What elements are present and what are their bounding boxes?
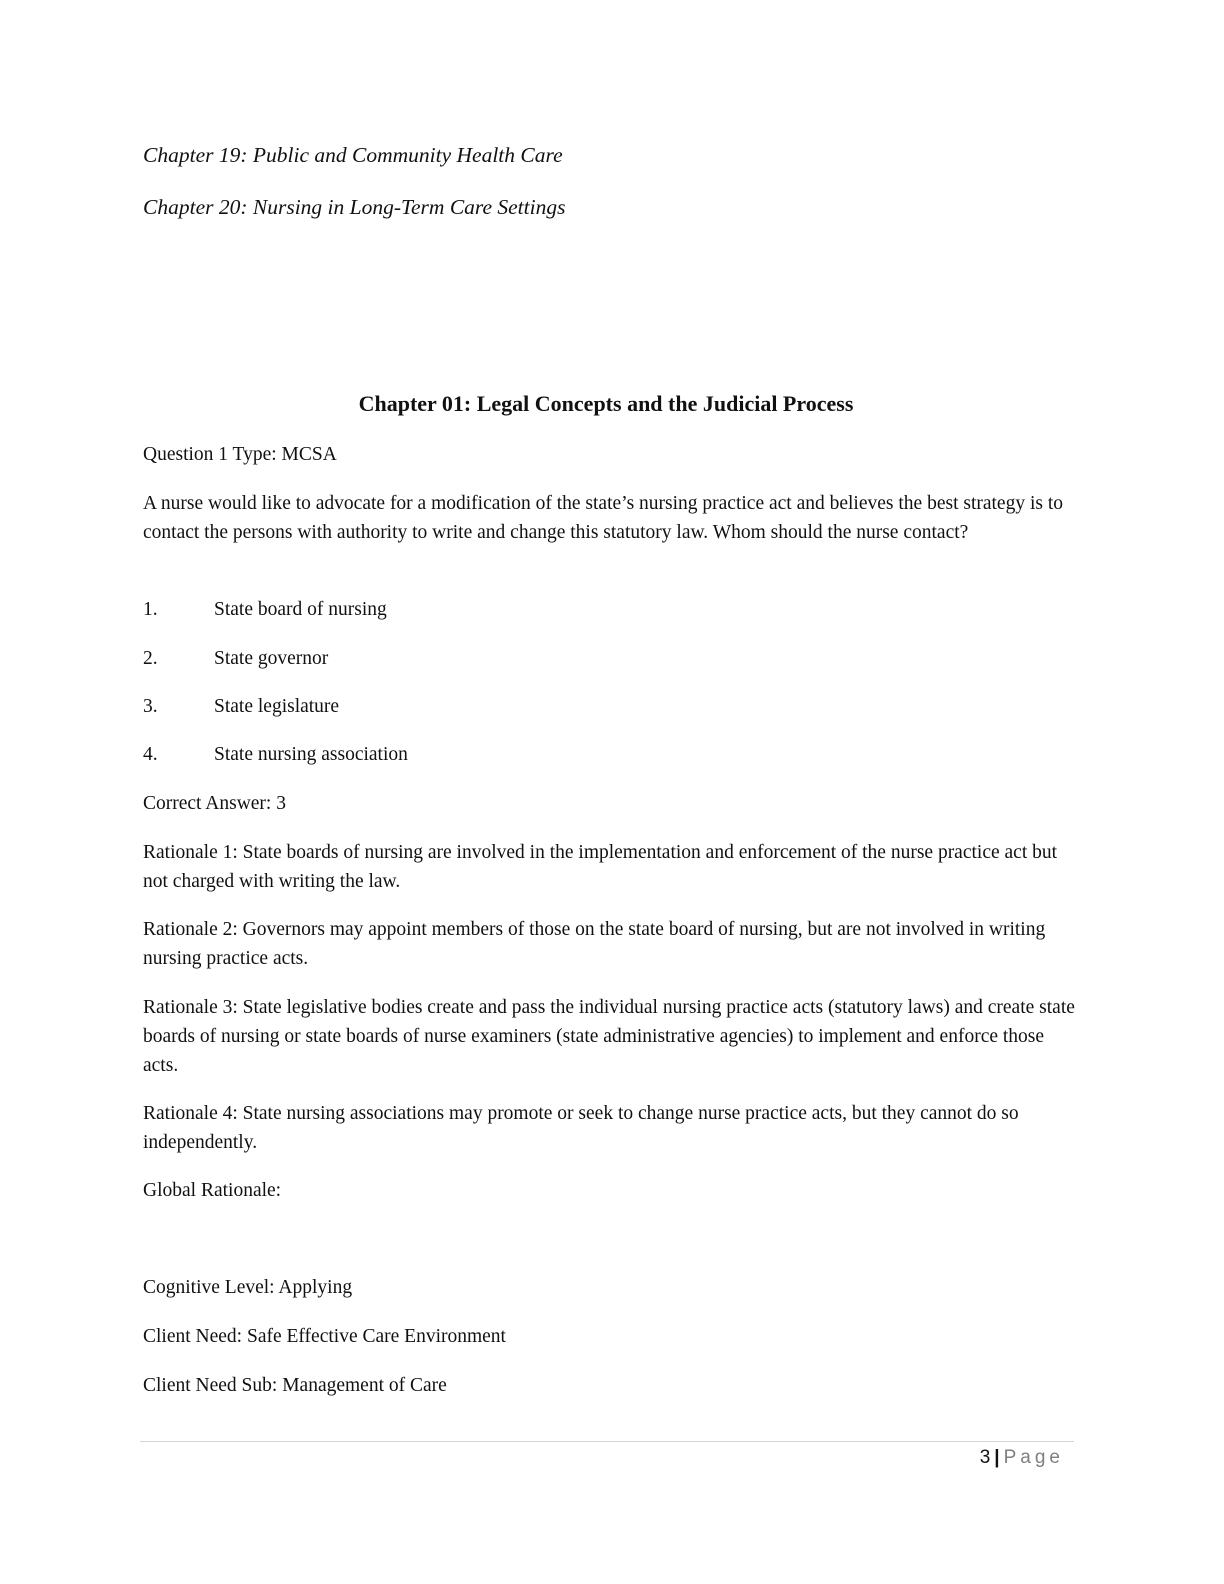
rationale-4: Rationale 4: State nursing associations may promote or seek to change nurse practice acts, but they cannot do so independently.: [143, 1103, 1019, 1153]
option-number: 3.: [143, 696, 158, 717]
rationale-3: Rationale 3: State legislative bodies create and pass the individual nursing practice acts (statutory laws) and create state boards of nursing or state boards of nurse examiners (state administrative agencies) to implement and enforce those acts.: [143, 997, 1075, 1076]
client-need: Client Need: Safe Effective Care Environment: [143, 1326, 506, 1347]
option-text: State board of nursing: [214, 599, 387, 620]
option-text: State legislature: [214, 696, 340, 717]
answer-option-3: [143, 692, 339, 721]
rationale-2: Rationale 2: Governors may appoint members of those on the state board of nursing, but are not involved in writing nursing practice acts.: [143, 919, 1046, 969]
answer-option-4: [143, 740, 408, 769]
question-stem: A nurse would like to advocate for a modification of the state’s nursing practice act and believes the best strategy is to contact the persons with authority to write and change this statutory law. Whom should the nurse contact?: [143, 493, 1064, 543]
answer-option-1: [143, 595, 387, 624]
option-number: 2.: [143, 648, 158, 669]
chapter-title: Chapter 01: Legal Concepts and the Judicial Process: [358, 391, 854, 416]
option-text: State governor: [214, 648, 329, 669]
toc-item-chapter-20: Chapter 20: Nursing in Long-Term Care Settings: [143, 195, 566, 219]
client-need-sub: Client Need Sub: Management of Care: [143, 1375, 447, 1396]
toc-item-chapter-19: Chapter 19: Public and Community Health Care: [143, 143, 563, 167]
question-header: Question 1 Type: MCSA: [143, 444, 337, 465]
global-rationale: Global Rationale:: [143, 1180, 282, 1201]
correct-answer: Correct Answer: 3: [143, 793, 286, 814]
footer-divider: [140, 1441, 1074, 1442]
page-label: Page: [1003, 1447, 1064, 1468]
option-text: State nursing association: [214, 744, 408, 765]
footer-separator: |: [994, 1447, 1000, 1468]
page-number: 3: [979, 1447, 991, 1468]
cognitive-level: Cognitive Level: Applying: [143, 1277, 353, 1298]
page-footer: [980, 1447, 1064, 1469]
option-number: 4.: [143, 744, 158, 765]
answer-option-2: [143, 644, 328, 673]
rationale-1: Rationale 1: State boards of nursing are involved in the implementation and enforcement of the nurse practice act but not charged with writing the law.: [143, 842, 1058, 892]
option-number: 1.: [143, 599, 158, 620]
